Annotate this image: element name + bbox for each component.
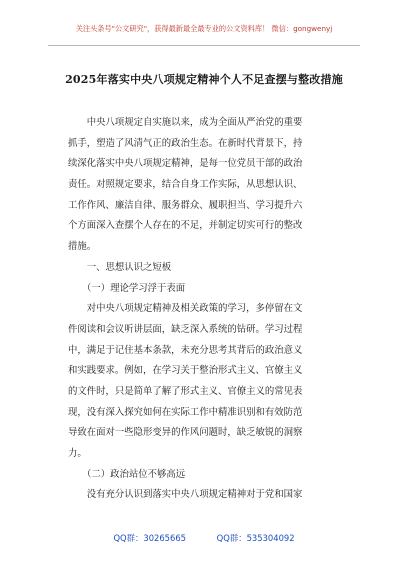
body-line: 和实践要求。例如，在学习关于整治形式主义、官僚主义: [68, 365, 303, 377]
body-line: 措施。: [68, 241, 97, 253]
section-heading: 一、思想认识之短板: [68, 261, 172, 273]
subsection-heading: （一）理论学习浮于表面: [68, 282, 186, 294]
footer-qq-group-2: QQ群：535304092: [216, 533, 295, 543]
body-line: 工作作风、廉洁自律、服务群众、履职担当、学习提升六: [68, 199, 303, 211]
footer-contact: [0, 532, 408, 544]
header-divider: [48, 45, 360, 46]
document-title: 2025年落实中央八项规定精神个人不足查摆与整改措施: [65, 73, 343, 86]
subsection-heading: （二）政治站位不够高远: [68, 468, 186, 480]
body-line: 中，满足于记住基本条款，未充分思考其背后的政治意义: [68, 344, 303, 356]
body-line: 续深化落实中央八项规定精神，是每一位党员干部的政治: [68, 158, 303, 170]
body-line: 中央八项规定自实施以来，成为全面从严治党的重要: [68, 117, 303, 128]
body-line: 力。: [68, 448, 87, 459]
header-banner: 关注头条号"公文研究"，获得最新最全最专业的公文资料库！ 微信：gongwenyj: [75, 24, 333, 33]
body-line: 对中央八项规定精神及相关政策的学习，多停留在文: [68, 303, 303, 315]
body-line: 件阅读和会议听讲层面，缺乏深入系统的钻研。学习过程: [68, 323, 303, 335]
body-line: 的文件时，只是简单了解了形式主义、官僚主义的常见表: [68, 385, 303, 397]
body-line: 导致在面对一些隐形变异的作风问题时，缺乏敏锐的洞察: [68, 427, 303, 439]
document-body: [68, 113, 348, 506]
body-line: 现，没有深入探究如何在实际工作中精准识别和有效防范: [68, 406, 303, 418]
body-line: 抓手，塑造了风清气正的政治生态。在新时代背景下，持: [68, 137, 303, 149]
body-line: 责任。对照规定要求，结合自身工作实际，从思想认识、: [68, 179, 303, 191]
footer-qq-group-1: QQ群：30265665: [113, 533, 186, 543]
body-line: 没有充分认识到落实中央八项规定精神对于党和国家: [68, 489, 303, 501]
body-line: 个方面深入查摆个人存在的不足，并制定切实可行的整改: [68, 220, 303, 232]
